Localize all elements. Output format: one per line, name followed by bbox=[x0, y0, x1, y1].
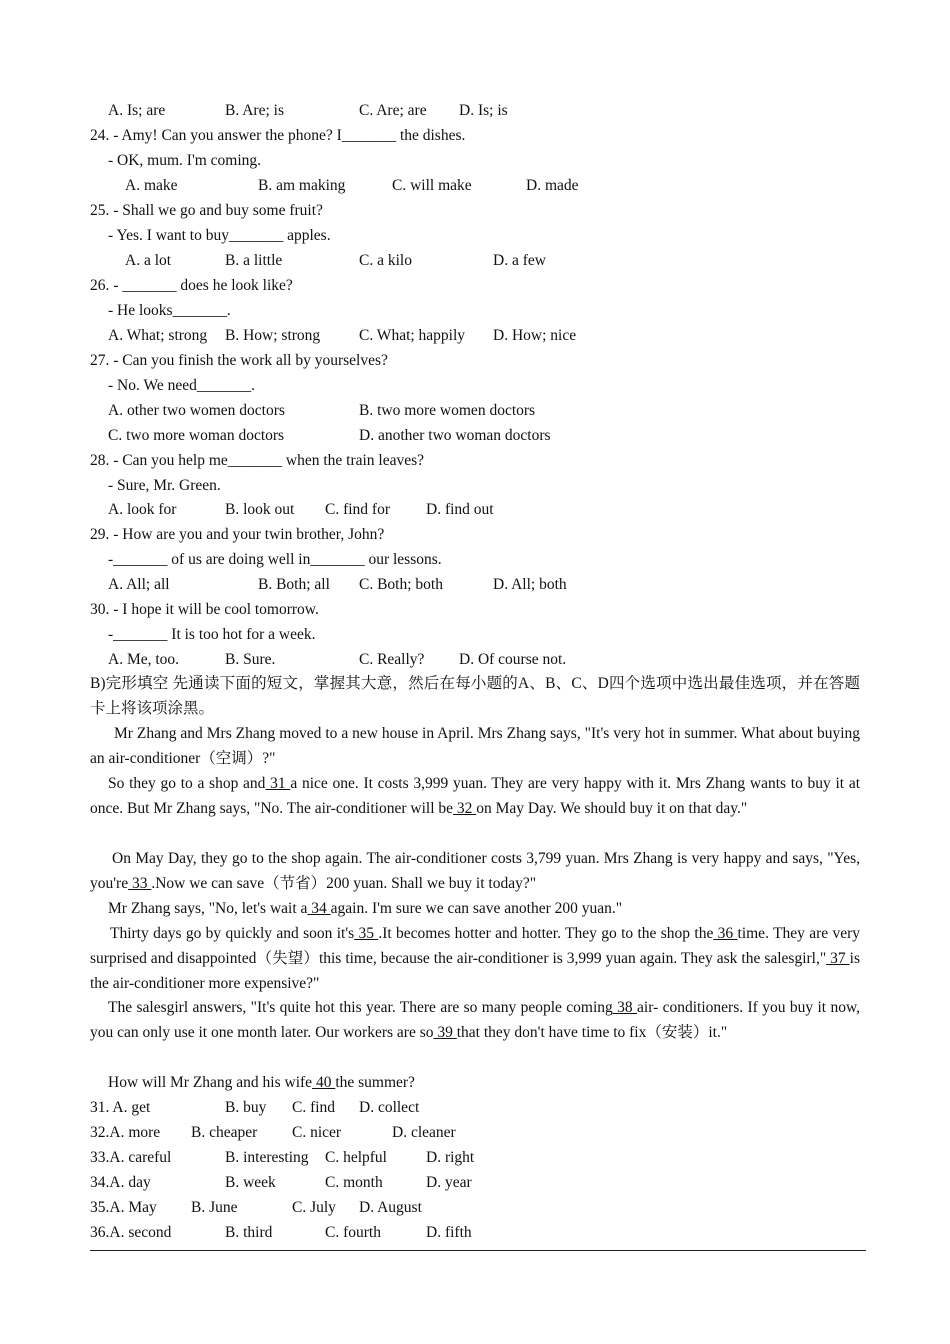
option-d: D. How; nice bbox=[493, 327, 577, 344]
option-c: C. two more woman doctors bbox=[108, 427, 285, 444]
option-b: B. week bbox=[225, 1174, 276, 1191]
option-a: A. other two women doctors bbox=[108, 402, 285, 419]
option-a: A. Me, too. bbox=[108, 651, 180, 668]
blank-37: 37 bbox=[826, 949, 850, 967]
option-d: D. a few bbox=[493, 252, 546, 269]
option-c: C. July bbox=[292, 1199, 336, 1216]
cloze-paragraph-5: Thirty days go by quickly and soon it's 35 .It becomes hotter and hotter. They go to the shop the 36 time. They are very surprised and disappointed（失望）this time, because the air-conditioner is 3,999 yuan again. They ask the salesgirl," 37 is the air-conditioner more expensive?" bbox=[90, 925, 860, 992]
option-d: D. year bbox=[426, 1174, 472, 1191]
q31-options bbox=[0, 1096, 950, 1120]
blank-31: 31 bbox=[265, 775, 291, 792]
option-d: D. Of course not. bbox=[459, 651, 567, 668]
cloze-paragraph-4: Mr Zhang says, "No, let's wait a 34 again. I'm sure we can save another 200 yuan." bbox=[108, 900, 623, 917]
q26-options bbox=[0, 324, 950, 348]
option-b: B. buy bbox=[225, 1099, 267, 1116]
blank-39: 39 bbox=[433, 1023, 457, 1041]
option-a: A. Is; are bbox=[108, 102, 166, 119]
cloze-paragraph-2: So they go to a shop and 31 a nice one. It costs 3,999 yuan. They are very happy with it. Mrs Zhang wants to buy it at once. But Mr Zhang says, "No. The air-conditioner will be 32 on May Day. We should buy it on that day." bbox=[90, 775, 861, 817]
option-d: D. another two woman doctors bbox=[359, 427, 551, 444]
cloze-paragraph-7: How will Mr Zhang and his wife 40 the summer? bbox=[108, 1074, 415, 1091]
q27-options-row2 bbox=[0, 424, 950, 448]
option-a: 32.A. more bbox=[90, 1124, 161, 1141]
option-d: D. right bbox=[426, 1149, 475, 1166]
option-b: B. am making bbox=[258, 177, 346, 194]
option-b: B. a little bbox=[225, 252, 283, 269]
option-c: C. What; happily bbox=[359, 327, 466, 344]
option-c: C. Are; are bbox=[359, 102, 427, 119]
q35-options bbox=[0, 1196, 950, 1220]
q33-options bbox=[0, 1146, 950, 1170]
option-a: 33.A. careful bbox=[90, 1149, 172, 1166]
cloze-instruction: B)完形填空 先通读下面的短文，掌握其大意，然后在每小题的A、B、C、D四个选项中选出最佳选项，并在答题卡上将该项涂黑。 bbox=[90, 675, 860, 717]
option-d: D. August bbox=[359, 1199, 422, 1216]
q36-options bbox=[0, 1221, 950, 1245]
page-bottom-rule bbox=[90, 1250, 866, 1251]
option-c: C. fourth bbox=[325, 1224, 381, 1241]
option-a: A. a lot bbox=[125, 252, 172, 269]
option-c: C. will make bbox=[392, 177, 472, 194]
blank-33: 33 bbox=[128, 874, 152, 892]
option-a: A. What; strong bbox=[108, 327, 208, 344]
option-a: A. All; all bbox=[108, 576, 170, 593]
q27-question: 27. - Can you finish the work all by yourselves? bbox=[90, 352, 388, 369]
option-d: D. All; both bbox=[493, 576, 567, 593]
option-c: C. a kilo bbox=[359, 252, 412, 269]
q27-reply: - No. We need_______. bbox=[108, 377, 255, 394]
q24-reply: - OK, mum. I'm coming. bbox=[108, 152, 262, 169]
option-c: C. nicer bbox=[292, 1124, 342, 1141]
option-d: D. cleaner bbox=[392, 1124, 456, 1141]
option-c: C. find for bbox=[325, 501, 391, 518]
q25-reply: - Yes. I want to buy_______ apples. bbox=[108, 227, 331, 244]
q28-options bbox=[0, 498, 950, 522]
q32-options bbox=[0, 1121, 950, 1145]
blank-36: 36 bbox=[713, 925, 738, 942]
option-c: C. month bbox=[325, 1174, 383, 1191]
blank-38: 38 bbox=[612, 999, 638, 1016]
q29-question: 29. - How are you and your twin brother, John? bbox=[90, 526, 385, 543]
q30-question: 30. - I hope it will be cool tomorrow. bbox=[90, 601, 319, 618]
cloze-paragraph-3: On May Day, they go to the shop again. The air-conditioner costs 3,799 yuan. Mrs Zhang is very happy and says, "Yes, you're 33 .Now we can save（节省）200 yuan. Shall we buy it today?" bbox=[90, 850, 860, 892]
blank-34: 34 bbox=[307, 900, 331, 917]
q28-reply: - Sure, Mr. Green. bbox=[108, 477, 221, 494]
q26-reply: - He looks_______. bbox=[108, 302, 231, 319]
option-b: B. cheaper bbox=[191, 1124, 258, 1141]
option-b: B. third bbox=[225, 1224, 273, 1241]
option-a: 31. A. get bbox=[90, 1099, 151, 1116]
option-d: D. fifth bbox=[426, 1224, 472, 1241]
option-a: A. make bbox=[125, 177, 178, 194]
blank-40: 40 bbox=[312, 1074, 336, 1091]
option-b: B. June bbox=[191, 1199, 238, 1216]
option-b: B. look out bbox=[225, 501, 295, 518]
option-a: 34.A. day bbox=[90, 1174, 151, 1191]
option-d: D. find out bbox=[426, 501, 494, 518]
blank-32: 32 bbox=[453, 799, 477, 817]
q30-options bbox=[0, 648, 950, 672]
q23-options bbox=[0, 99, 950, 123]
q29-options bbox=[0, 573, 950, 597]
option-b: B. two more women doctors bbox=[359, 402, 536, 419]
option-c: C. find bbox=[292, 1099, 336, 1116]
option-d: D. Is; is bbox=[459, 102, 508, 119]
cloze-paragraph-1: Mr Zhang and Mrs Zhang moved to a new house in April. Mrs Zhang says, "It's very hot in summer. What about buying an air-conditioner（空调）?" bbox=[90, 725, 860, 767]
q27-options-row1 bbox=[0, 399, 950, 423]
q26-question: 26. - _______ does he look like? bbox=[90, 277, 293, 294]
option-b: B. Sure. bbox=[225, 651, 276, 668]
cloze-paragraph-6: The salesgirl answers, "It's quite hot this year. There are so many people coming 38 air- conditioners. If you buy it now, you can only use it one month later. Our workers are so 39 that they don't have time to fix（安装）it." bbox=[90, 999, 861, 1041]
option-d: D. collect bbox=[359, 1099, 420, 1116]
option-b: B. Both; all bbox=[258, 576, 330, 593]
option-c: C. Both; both bbox=[359, 576, 443, 593]
option-d: D. made bbox=[526, 177, 579, 194]
q24-question: 24. - Amy! Can you answer the phone? I_______ the dishes. bbox=[90, 127, 466, 144]
q30-reply: -_______ It is too hot for a week. bbox=[108, 626, 316, 643]
blank-35: 35 bbox=[354, 925, 379, 942]
option-a: 36.A. second bbox=[90, 1224, 172, 1241]
option-b: B. How; strong bbox=[225, 327, 321, 344]
option-b: B. Are; is bbox=[225, 102, 284, 119]
option-c: C. Really? bbox=[359, 651, 425, 668]
option-a: A. look for bbox=[108, 501, 177, 518]
q24-options bbox=[0, 174, 950, 198]
q28-question: 28. - Can you help me_______ when the train leaves? bbox=[90, 452, 425, 469]
q29-reply: -_______ of us are doing well in_______ our lessons. bbox=[108, 551, 442, 568]
q25-options bbox=[0, 249, 950, 273]
q34-options bbox=[0, 1171, 950, 1195]
q25-question: 25. - Shall we go and buy some fruit? bbox=[90, 202, 323, 219]
option-a: 35.A. May bbox=[90, 1199, 157, 1216]
option-c: C. helpful bbox=[325, 1149, 387, 1166]
option-b: B. interesting bbox=[225, 1149, 309, 1166]
